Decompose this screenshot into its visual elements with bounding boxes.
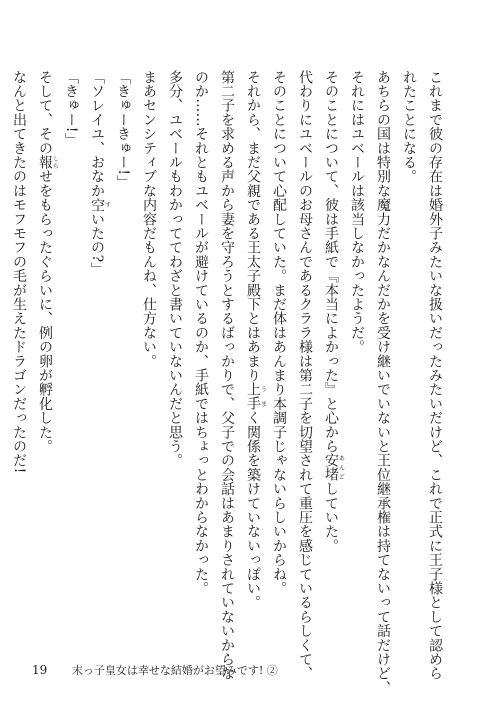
text-segment: 第二子を求める声から妻を守ろうとするばっかりで、父子での会話はあまりされていないからな: [219, 70, 235, 681]
ruby-annotated-word: [37, 155, 59, 170]
text-line: [344, 70, 370, 640]
ruby-base: 安堵: [323, 453, 339, 482]
text-segment: そのことについて、彼は手紙で『本当によかった』と心から: [323, 70, 339, 454]
text-line: [422, 70, 448, 681]
text-line: [292, 70, 318, 681]
text-line: [396, 70, 422, 640]
ruby-annotated-word: [323, 453, 345, 482]
text-line: [136, 70, 162, 640]
ruby-base: 上手: [245, 382, 261, 411]
ruby-annotated-word: [89, 197, 111, 213]
text-line: [188, 70, 214, 640]
text-line: [6, 70, 32, 640]
text-line: [214, 70, 240, 681]
text-segment: これまで彼の存在は婚外子みたいな扱いだったみたいだけど、これで正式に王子様として認めら: [427, 70, 443, 681]
page-number: 19: [32, 663, 48, 677]
text-segment: れたことになる。: [401, 70, 417, 184]
text-line: [84, 70, 110, 640]
text-line: [32, 70, 58, 640]
furigana: す: [103, 197, 111, 213]
text-segment: していた。: [323, 481, 339, 553]
text-segment: 多分、ユベールもわかっててわざと書いていないんだと思う。: [167, 70, 183, 468]
text-segment: く関係を築けていないっぽい。: [245, 410, 261, 610]
text-line: [240, 70, 266, 640]
text-line: [318, 70, 344, 640]
text-segment: いたの?」: [89, 212, 105, 277]
text-segment: それにはユベールは該当しなかったようだ。: [349, 70, 365, 354]
furigana: うま: [259, 382, 267, 411]
text-segment: なんと出てきたのはモフモフの毛が生えたドラゴンだったのだ!: [11, 70, 27, 474]
text-segment: あちらの国は特別な魔力だかなんだかを受け継いでいないと王位継承権は持てないって話だけど、: [375, 70, 391, 695]
text-segment: そして、その: [37, 70, 53, 156]
text-segment: 「きゅーきゅー!」: [115, 70, 131, 190]
text-line: [58, 70, 84, 640]
text-segment: まあセンシティブな内容だもんね、仕方ない。: [141, 70, 157, 369]
running-title: 末っ子皇女は幸せな結婚がお望みです! ②: [71, 664, 278, 677]
text-line: [266, 70, 292, 640]
text-line: [110, 70, 136, 640]
page-footer: [32, 662, 278, 678]
furigana: しら: [51, 155, 59, 170]
ruby-annotated-word: [245, 382, 267, 411]
ruby-base: 報: [37, 155, 53, 170]
furigana: あんど: [337, 453, 345, 482]
ruby-base: 空: [89, 197, 105, 213]
text-line: [370, 70, 396, 695]
text-segment: 「ソレイユ、おなか: [89, 70, 105, 198]
text-segment: せをもらったぐらいに、例の卵が孵化した。: [37, 169, 53, 454]
text-segment: それから、まだ父親である王太子殿下とはあまり: [245, 70, 261, 383]
text-segment: 「きゅー!」: [63, 70, 79, 147]
text-line: [162, 70, 188, 640]
text-segment: のか……それともユベールが避けているのか、手紙ではちょっとわからなかった。: [193, 70, 209, 596]
text-segment: そのことについて心配していた。まだ体はあんまり本調子じゃないらしいからね。: [271, 70, 287, 596]
text-segment: 代わりにユベールのお母さんであるクララ様は第二子を切望されて重圧を感じているらしくて、: [297, 70, 313, 681]
